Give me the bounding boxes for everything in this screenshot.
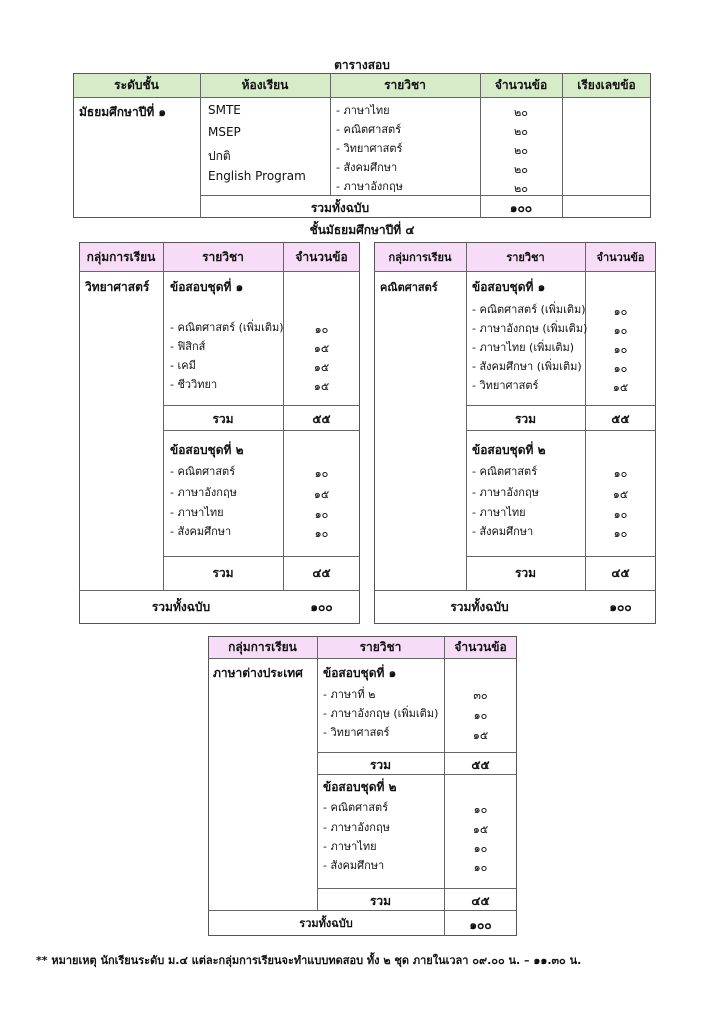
math-set1-subject: - ภาษาไทย (เพิ่มเติม): [472, 341, 575, 354]
sci-set1-subject: - ชีววิทยา: [170, 378, 218, 391]
math-set1-count: ๑๐: [613, 324, 628, 337]
lang-set1-subject: - ภาษาที่ ๒: [323, 688, 376, 701]
math-set2-label: ข้อสอบชุดที่ ๒: [472, 443, 546, 457]
math-set1-sum: ๕๕: [611, 412, 630, 426]
math-set2-count: ๑๕: [612, 488, 629, 501]
sci-set2-count: ๑๐: [314, 467, 329, 480]
m1-header-level: ระดับชั้น: [114, 78, 159, 92]
m1-subject: - วิทยาศาสตร์: [336, 142, 403, 155]
lang-set1-count: ๑๐: [473, 709, 488, 722]
math-set2-sum-label: รวม: [514, 566, 537, 580]
sci-set1-sum-label: รวม: [212, 412, 234, 426]
math-header-subject: รายวิชา: [506, 251, 545, 264]
lang-group: ภาษาต่างประเทศ: [213, 666, 303, 680]
footnote: ** หมายเหตุ นักเรียนระดับ ม.๔ แต่ละกลุ่มการเรียนจะทำแบบทดสอบ ทั้ง ๒ ชุด ภายในเวลา ๐๙.๐๐ น. – ๑๑.๓๐ น.: [36, 954, 582, 967]
math-set2-count: ๑๐: [613, 467, 628, 480]
sci-set1-sum: ๕๕: [312, 412, 331, 426]
sci-set2-count: ๑๐: [314, 508, 329, 521]
math-header-count: จำนวนข้อ: [596, 251, 645, 264]
m1-header-room: ห้องเรียน: [241, 78, 289, 92]
sci-set1-subject: - ฟิสิกส์: [170, 340, 206, 353]
math-set2-subject: - ภาษาไทย: [472, 506, 526, 519]
math-set2-subject: - สังคมศึกษา: [472, 525, 534, 538]
sci-set2-subject: - คณิตศาสตร์: [170, 465, 236, 478]
m1-room: MSEP: [208, 125, 241, 139]
m1-room: SMTE: [208, 103, 241, 117]
m1-total-label: รวมทั้งฉบับ: [310, 201, 370, 215]
math-group: คณิตศาสตร์: [380, 281, 438, 294]
lang-set2-label: ข้อสอบชุดที่ ๒: [323, 780, 397, 794]
m1-subject: - คณิตศาสตร์: [336, 123, 402, 136]
lang-set2-count: ๑๐: [473, 861, 488, 874]
sci-set1-count: ๑๕: [313, 380, 330, 393]
lang-header-count: จำนวนข้อ: [454, 640, 507, 654]
math-total-label: รวมทั้งฉบับ: [450, 600, 509, 614]
m1-room: English Program: [208, 169, 306, 183]
math-set1-subject: - คณิตศาสตร์ (เพิ่มเติม): [472, 303, 586, 316]
lang-set1-sum-label: รวม: [369, 758, 392, 772]
sci-set2-label: ข้อสอบชุดที่ ๒: [170, 443, 244, 457]
math-header-group: กลุ่มการเรียน: [388, 251, 452, 264]
lang-set1-count: ๑๕: [472, 729, 489, 742]
m1-subject: - ภาษาอังกฤษ: [336, 180, 403, 193]
lang-header-subject: รายวิชา: [359, 640, 402, 654]
sci-set2-subject: - ภาษาอังกฤษ: [170, 486, 237, 499]
sci-set2-sum-label: รวม: [212, 566, 234, 580]
math-set2-sum: ๔๕: [611, 566, 630, 580]
m1-header-order: เรียงเลขข้อ: [577, 78, 636, 92]
m4-title: ชั้นมัธยมศึกษาปีที่ ๔: [309, 223, 415, 237]
math-set1-count: ๑๐: [613, 362, 628, 375]
m1-count: ๒๐: [514, 163, 528, 176]
lang-set2-sum: ๔๕: [471, 894, 490, 908]
sci-set1-label: ข้อสอบชุดที่ ๑: [170, 280, 244, 294]
m1-room: ปกติ: [208, 149, 231, 163]
sci-header-group: กลุ่มการเรียน: [86, 249, 156, 264]
math-set1-subject: - ภาษาอังกฤษ (เพิ่มเติม): [472, 322, 588, 335]
lang-set2-subject: - สังคมศึกษา: [323, 859, 385, 872]
math-set2-count: ๑๐: [613, 527, 628, 540]
sci-set2-count: ๑๐: [314, 527, 329, 540]
math-set1-subject: - สังคมศึกษา (เพิ่มเติม): [472, 360, 582, 373]
m1-count: ๒๐: [514, 106, 528, 119]
m1-header-count: จำนวนข้อ: [494, 78, 548, 92]
lang-set1-sum: ๕๕: [471, 758, 490, 772]
sci-set1-subject: - คณิตศาสตร์ (เพิ่มเติม): [170, 321, 284, 334]
sci-set1-count: ๑๕: [313, 342, 330, 355]
sci-header-count: จำนวนข้อ: [295, 249, 348, 264]
lang-set1-count: ๓๐: [473, 689, 488, 702]
lang-header-group: กลุ่มการเรียน: [228, 640, 297, 654]
sci-total: ๑๐๐: [310, 600, 333, 614]
sci-header-subject: รายวิชา: [202, 249, 244, 264]
m1-header-subject: รายวิชา: [384, 78, 426, 92]
lang-set2-subject: - ภาษาอังกฤษ: [323, 821, 390, 834]
lang-set1-subject: - วิทยาศาสตร์: [323, 726, 390, 739]
m1-level: มัธยมศึกษาปีที่ ๑: [79, 105, 167, 119]
math-set1-sum-label: รวม: [514, 412, 537, 426]
m1-count: ๒๐: [514, 125, 528, 138]
math-set1-label: ข้อสอบชุดที่ ๑: [472, 280, 546, 294]
lang-set1-subject: - ภาษาอังกฤษ (เพิ่มเติม): [323, 707, 439, 720]
math-total: ๑๐๐: [609, 600, 632, 614]
m1-count: ๒๐: [514, 182, 528, 195]
lang-set2-count: ๑๐: [473, 803, 488, 816]
math-set1-count: ๑๐: [613, 343, 628, 356]
math-set1-count: ๑๐: [613, 305, 628, 318]
sci-set1-subject: - เคมี: [170, 359, 196, 372]
math-set2-subject: - ภาษาอังกฤษ: [472, 486, 539, 499]
math-set2-subject: - คณิตศาสตร์: [472, 465, 538, 478]
m1-subject: - ภาษาไทย: [336, 104, 390, 117]
m1-total: ๑๐๐: [509, 201, 533, 215]
lang-set2-sum-label: รวม: [369, 894, 392, 908]
math-set1-count: ๑๕: [612, 381, 629, 394]
m1-subject: - สังคมศึกษา: [336, 161, 398, 174]
sci-set2-subject: - ภาษาไทย: [170, 506, 224, 519]
lang-set2-subject: - ภาษาไทย: [323, 840, 377, 853]
lang-set2-subject: - คณิตศาสตร์: [323, 801, 389, 814]
lang-set1-label: ข้อสอบชุดที่ ๑: [323, 666, 397, 680]
sci-set2-sum: ๔๕: [312, 566, 331, 580]
sci-group: วิทยาศาสตร์: [85, 280, 150, 294]
sci-set2-count: ๑๕: [313, 488, 330, 501]
lang-total-label: รวมทั้งฉบับ: [299, 917, 353, 930]
math-set2-count: ๑๐: [613, 508, 628, 521]
m1-count: ๒๐: [514, 144, 528, 157]
lang-total: ๑๐๐: [469, 918, 492, 932]
sci-total-label: รวมทั้งฉบับ: [151, 600, 211, 614]
sci-set2-subject: - สังคมศึกษา: [170, 525, 232, 538]
page-title: ตารางสอบ: [334, 58, 390, 72]
lang-set2-count: ๑๐: [473, 842, 488, 855]
sci-set1-count: ๑๐: [314, 323, 329, 336]
sci-set1-count: ๑๕: [313, 361, 330, 374]
lang-set2-count: ๑๕: [472, 823, 489, 836]
math-set1-subject: - วิทยาศาสตร์: [472, 379, 539, 392]
